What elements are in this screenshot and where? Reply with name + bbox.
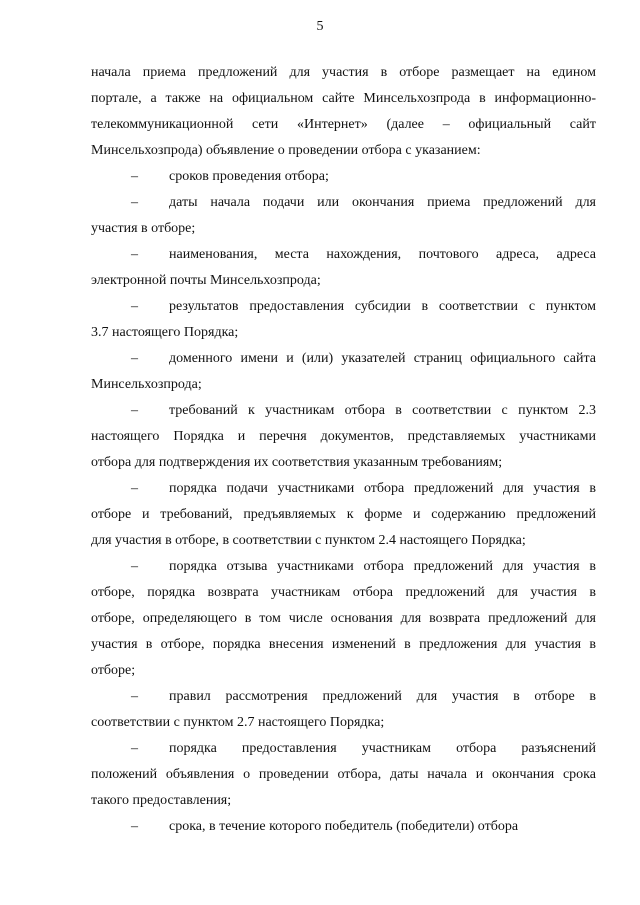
dash-marker: – <box>131 559 138 574</box>
list-item <box>91 398 596 476</box>
dash-marker: – <box>131 403 138 418</box>
item-continuation-line: отбора для подтверждения их соответствия указанным требованиям; <box>91 455 503 470</box>
item-first-line: срока, в течение которого победитель (победители) отбора <box>169 819 519 834</box>
item-continuation-line: настоящего Порядка и перечня документов, представляемых участниками <box>91 429 596 444</box>
list-item <box>91 736 596 814</box>
item-continuation-line: положений объявления о проведении отбора, даты начала и окончания срока <box>91 767 596 782</box>
item-first-line: результатов предоставления субсидии в соответствии с пунктом <box>169 299 596 314</box>
text-line: портале, а также на официальном сайте Минсельхозпрода в информационно- <box>91 91 596 106</box>
dash-marker: – <box>131 689 138 704</box>
item-continuation-line: отборе, порядка возврата участникам отбора предложений для участия в <box>91 585 596 600</box>
item-continuation-line: отборе и требований, предъявляемых к форме и содержанию предложений <box>91 507 596 522</box>
item-first-line: требований к участникам отбора в соответствии с пунктом 2.3 <box>169 403 596 418</box>
item-continuation-line: отборе, определяющего в том числе основания для возврата предложений для <box>91 611 596 626</box>
list-item <box>91 190 596 242</box>
list-item <box>91 346 596 398</box>
item-first-line: правил рассмотрения предложений для участия в отборе в <box>169 689 596 704</box>
item-continuation-line: Минсельхозпрода; <box>91 377 202 392</box>
text-line: начала приема предложений для участия в отборе размещает на едином <box>91 65 596 80</box>
list-item <box>91 684 596 736</box>
dash-marker: – <box>131 741 138 756</box>
item-continuation-line: отборе; <box>91 663 136 678</box>
list-item <box>91 814 596 840</box>
item-continuation-line: для участия в отборе, в соответствии с пунктом 2.4 настоящего Порядка; <box>91 533 526 548</box>
item-first-line: сроков проведения отбора; <box>169 169 329 184</box>
item-continuation-line: 3.7 настоящего Порядка; <box>91 325 239 340</box>
dash-marker: – <box>131 169 138 184</box>
enumeration-list <box>91 164 596 840</box>
dash-marker: – <box>131 351 138 366</box>
list-item <box>91 242 596 294</box>
list-item <box>91 476 596 554</box>
list-item <box>91 164 596 190</box>
item-continuation-line: участия в отборе, порядка внесения изменений в предложения для участия в <box>91 637 596 652</box>
dash-marker: – <box>131 247 138 262</box>
dash-marker: – <box>131 481 138 496</box>
item-first-line: доменного имени и (или) указателей страниц официального сайта <box>169 351 596 366</box>
item-first-line: порядка предоставления участникам отбора разъяснений <box>169 741 596 756</box>
intro-paragraph <box>91 60 596 164</box>
list-item <box>91 554 596 684</box>
item-first-line: порядка отзыва участниками отбора предложений для участия в <box>169 559 596 574</box>
dash-marker: – <box>131 195 138 210</box>
item-first-line: даты начала подачи или окончания приема предложений для <box>169 195 596 210</box>
item-continuation-line: соответствии с пунктом 2.7 настоящего Порядка; <box>91 715 385 730</box>
list-item <box>91 294 596 346</box>
document-body <box>91 60 596 840</box>
page-number: 5 <box>316 19 324 34</box>
dash-marker: – <box>131 299 138 314</box>
text-line: телекоммуникационной сети «Интернет» (далее – официальный сайт <box>91 117 596 132</box>
item-continuation-line: участия в отборе; <box>91 221 196 236</box>
item-continuation-line: электронной почты Минсельхозпрода; <box>91 273 321 288</box>
item-first-line: порядка подачи участниками отбора предложений для участия в <box>169 481 596 496</box>
dash-marker: – <box>131 819 138 834</box>
text-line: Минсельхозпрода) объявление о проведении отбора с указанием: <box>91 143 481 158</box>
item-first-line: наименования, места нахождения, почтового адреса, адреса <box>169 247 596 262</box>
item-continuation-line: такого предоставления; <box>91 793 232 808</box>
